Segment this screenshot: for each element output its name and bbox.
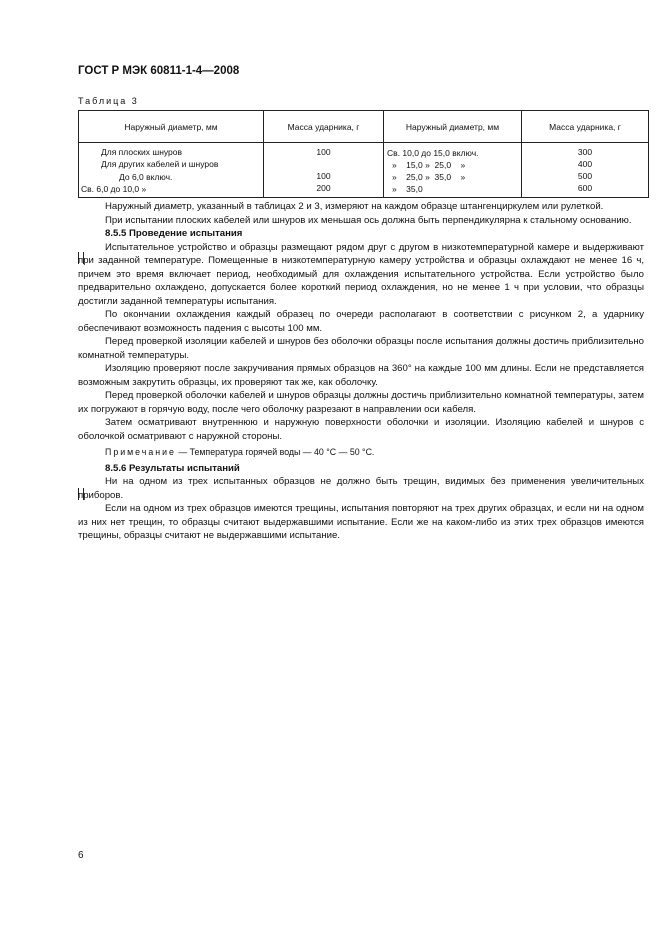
table-cell (384, 143, 522, 198)
cell-line: 500 (577, 171, 593, 181)
note-label: Примечание (105, 447, 176, 457)
table-3 (78, 110, 649, 198)
table-caption: Таблица 3 (78, 96, 139, 106)
paragraph: Изоляцию проверяют после закручивания прямых образцов на 360° на каждые 100 мм длины. Если не представляется возможным закрутить образцы, их проверяют так же, как оболочку. (78, 363, 644, 388)
paragraph: По окончании охлаждения каждый образец по очереди располагают в соответствии с рисунком 2, а ударнику обеспечивают возможность падения с высоты 100 мм. (78, 309, 644, 334)
header-cell: Масса ударника, г (264, 111, 384, 143)
cell-line: » 15,0 » 25,0 » (392, 160, 466, 170)
paragraph: При испытании плоских кабелей или шнуров их меньшая ось должна быть перпендикулярна к стальному основанию. (105, 214, 632, 226)
header-cell: Наружный диаметр, мм (79, 111, 264, 143)
table-cell (264, 143, 384, 198)
section-heading-8-5-6: 8.5.6 Результаты испытаний (105, 462, 240, 474)
cell-line: 200 (316, 183, 331, 193)
cell-line: Для плоских шнуров (101, 147, 183, 157)
page-number: 6 (78, 850, 84, 861)
header-cell: Масса ударника, г (522, 111, 649, 143)
cell-line: 100 (316, 147, 331, 157)
note-text: — Температура горячей воды — 40 °С — 50 °С. (175, 447, 375, 457)
cell-line: 400 (577, 159, 593, 169)
note (78, 446, 644, 460)
cell-line: Св. 10,0 до 15,0 включ. (387, 148, 479, 158)
paragraph: Если на одном из трех образцов имеются трещины, испытания повторяют на трех других образцах, и если ни на одном из них нет трещин, то образцы считают выдержавшими испытание. Если же на каком-либо из этих трех образцов имеются трещины, образцы считают не выдержавшими испытание. (78, 503, 644, 541)
cell-line: До 6,0 включ. (119, 172, 173, 182)
paragraph: Перед проверкой оболочки кабелей и шнуров образцы должны достичь приблизительно комнатной температуры, затем их погружают в горячую воду, после чего оболочку разрезают в направлении оси кабеля. (78, 390, 644, 415)
table-cell (79, 143, 264, 198)
table-cell (522, 143, 649, 198)
paragraph: Перед проверкой изоляции кабелей и шнуров без оболочки образцы после испытания должны достичь приблизительно комнатной температуры. (78, 336, 644, 361)
cell-line: Св. 6,0 до 10,0 » (81, 184, 147, 194)
paragraph: Испытательное устройство и образцы размещают рядом друг с другом в низкотемпературной камере и выдерживают при заданной температуре. Помещенные в низкотемпературную камеру устройства и образцы охлаждают не менее 16 ч, причем это время включает период, необходимый для охлаждения испытательного устройства. Если устройство было предварительно охлаждено, допускается более короткий период охлаждения, но не менее 1 ч при условии, что образцы достигли заданной температуры испытания. (78, 241, 644, 307)
paragraph: Ни на одном из трех испытанных образцов не должно быть трещин, видимых без применения увеличительных приборов. (78, 476, 644, 501)
section-heading-8-5-5: 8.5.5 Проведение испытания (105, 228, 243, 239)
paragraph: Наружный диаметр, указанный в таблицах 2 и 3, измеряют на каждом образце штангенциркулем или рулеткой. (105, 201, 604, 212)
cell-line: » 35,0 (392, 184, 423, 194)
table-header-row (79, 111, 649, 143)
header-cell: Наружный диаметр, мм (384, 111, 522, 143)
cell-line: » 25,0 » 35,0 » (392, 172, 466, 182)
cell-line: Для других кабелей и шнуров (101, 159, 219, 169)
cell-line: 100 (316, 171, 331, 181)
body-text (78, 200, 644, 543)
cell-line: 300 (577, 147, 593, 157)
paragraph: Затем осматривают внутреннюю и наружную поверхности оболочки и изоляции. Изоляцию кабелей и шнуров с оболочкой осматривают с наружной стороны. (78, 417, 644, 442)
table-row (79, 143, 649, 198)
document-header: ГОСТ Р МЭК 60811-1-4—2008 (78, 65, 240, 77)
cell-line: 600 (577, 183, 593, 193)
